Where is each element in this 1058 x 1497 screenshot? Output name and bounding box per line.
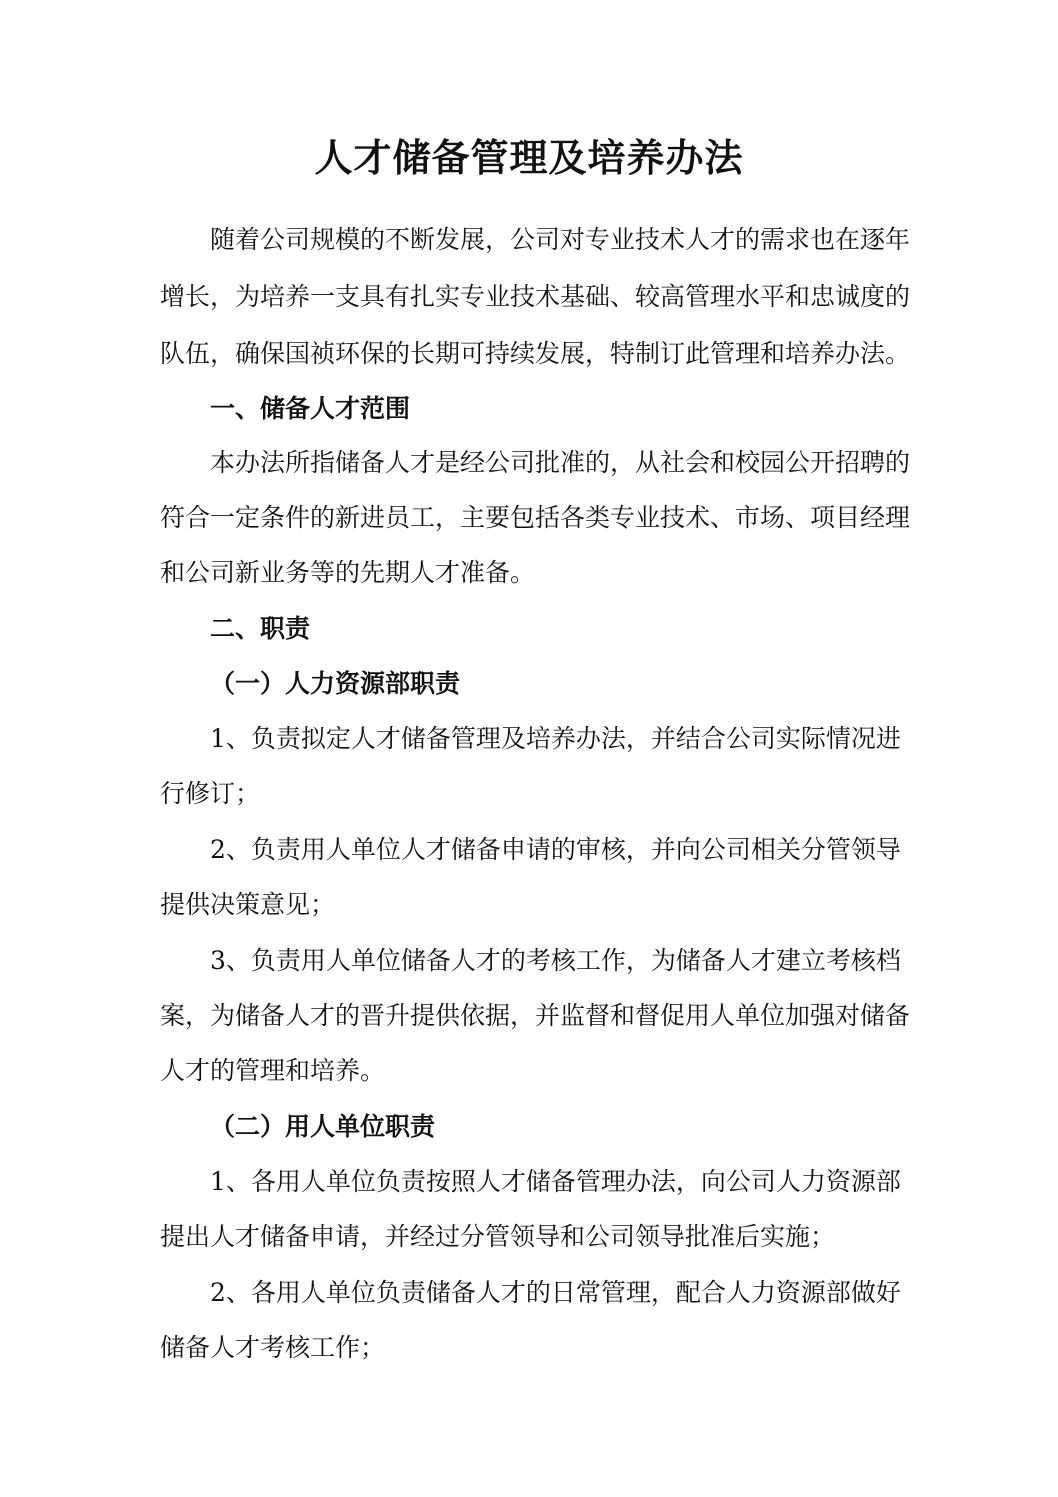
unit-item-1-line-2: 提出人才储备申请，并经过分管领导和公司领导批准后实施； xyxy=(160,1222,836,1251)
unit-item-1-line-1: 1、各用人单位负责按照人才储备管理办法，向公司人力资源部 xyxy=(210,1167,901,1196)
unit-item-2-line-2: 储备人才考核工作； xyxy=(160,1333,386,1362)
hr-item-3-line-1: 3、负责用人单位储备人才的考核工作，为储备人才建立考核档 xyxy=(210,946,901,975)
intro-line-3: 队伍，确保国祯环保的长期可持续发展，特制订此管理和培养办法。 xyxy=(160,339,911,368)
hr-item-3-line-3: 人才的管理和培养。 xyxy=(160,1056,386,1085)
hr-item-1-line-2: 行修订； xyxy=(160,779,261,808)
section-1-line-1: 本办法所指储备人才是经公司批准的，从社会和校园公开招聘的 xyxy=(210,448,911,477)
hr-item-1-line-1: 1、负责拟定人才储备管理及培养办法，并结合公司实际情况进 xyxy=(210,724,901,753)
section-2-heading: 二、职责 xyxy=(210,614,311,643)
section-1-line-2: 符合一定条件的新进员工，主要包括各类专业技术、市场、项目经理 xyxy=(160,503,911,532)
subsection-unit-heading: （二）用人单位职责 xyxy=(210,1112,436,1141)
intro-line-1: 随着公司规模的不断发展，公司对专业技术人才的需求也在逐年 xyxy=(210,225,911,254)
hr-item-2-line-2: 提供决策意见； xyxy=(160,890,336,919)
section-1-line-3: 和公司新业务等的先期人才准备。 xyxy=(160,558,536,587)
hr-item-3-line-2: 案，为储备人才的晋升提供依据，并监督和督促用人单位加强对储备 xyxy=(160,1001,911,1030)
subsection-hr-heading: （一）人力资源部职责 xyxy=(210,669,461,698)
unit-item-2-line-1: 2、各用人单位负责储备人才的日常管理，配合人力资源部做好 xyxy=(210,1278,901,1307)
intro-line-2: 增长，为培养一支具有扎实专业技术基础、较高管理水平和忠诚度的 xyxy=(160,282,911,311)
document-title: 人才储备管理及培养办法 xyxy=(314,135,744,180)
section-1-heading: 一、储备人才范围 xyxy=(210,394,411,423)
hr-item-2-line-1: 2、负责用人单位人才储备申请的审核，并向公司相关分管领导 xyxy=(210,835,901,864)
